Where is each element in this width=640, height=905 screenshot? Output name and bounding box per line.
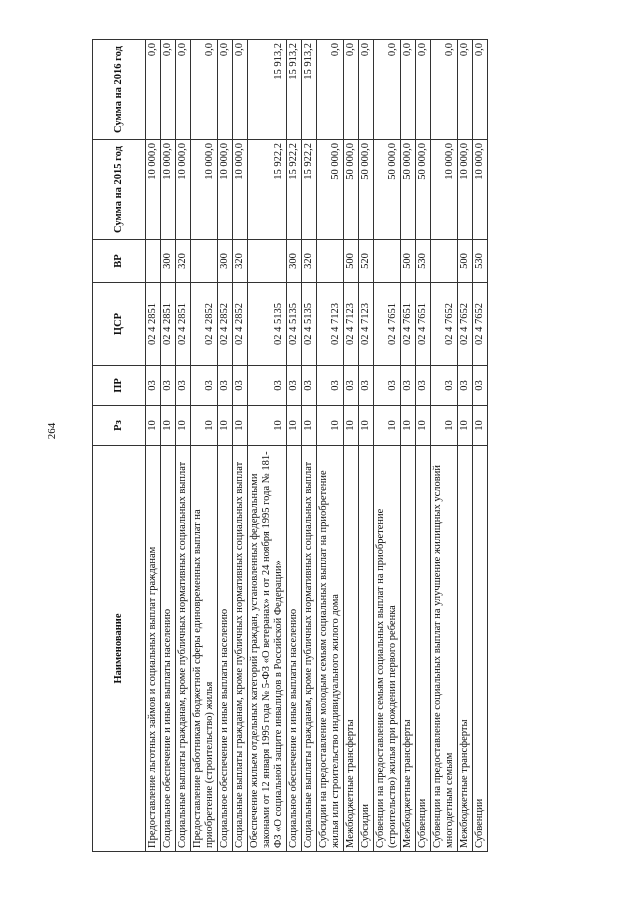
cell-csr: 02 4 2852 [233, 283, 248, 366]
cell-vr: 500 [458, 240, 473, 283]
cell-name: Субвенции [473, 446, 488, 852]
cell-vr: 520 [359, 240, 374, 283]
cell-pr: 03 [317, 366, 344, 406]
cell-vr [146, 240, 161, 283]
cell-s2015: 50 000,0 [359, 140, 374, 240]
cell-s2016: 0,0 [176, 40, 191, 140]
table-body [146, 40, 488, 852]
cell-name: Предоставление работникам бюджетной сферы единовременных выплат на приобретение (строительство) жилья [191, 446, 218, 852]
table-row [248, 40, 287, 852]
header-pr: ПР [93, 366, 146, 406]
cell-pr: 03 [191, 366, 218, 406]
cell-rz: 10 [458, 406, 473, 446]
cell-s2015: 10 000,0 [146, 140, 161, 240]
cell-rz: 10 [473, 406, 488, 446]
cell-s2015: 10 000,0 [191, 140, 218, 240]
cell-s2016: 0,0 [161, 40, 176, 140]
cell-rz: 10 [374, 406, 401, 446]
cell-csr: 02 4 2852 [191, 283, 218, 366]
table-row [317, 40, 344, 852]
cell-vr: 500 [344, 240, 359, 283]
cell-name: Социальные выплаты гражданам, кроме публичных нормативных социальных выплат [302, 446, 317, 852]
cell-pr: 03 [161, 366, 176, 406]
cell-s2016: 0,0 [401, 40, 416, 140]
table-row [218, 40, 233, 852]
cell-name: Субвенции на предоставление семьям социальных выплат на приобретение (строительство) жилья при рождении первого ребенка [374, 446, 401, 852]
cell-s2016: 0,0 [146, 40, 161, 140]
cell-rz: 10 [359, 406, 374, 446]
cell-name: Социальные выплаты гражданам, кроме публичных нормативных социальных выплат [176, 446, 191, 852]
cell-rz: 10 [431, 406, 458, 446]
table-row [359, 40, 374, 852]
cell-csr: 02 4 7651 [401, 283, 416, 366]
cell-name: Социальное обеспечение и иные выплаты населению [161, 446, 176, 852]
table-row [416, 40, 431, 852]
cell-s2015: 15 922,2 [302, 140, 317, 240]
header-rz: Рз [93, 406, 146, 446]
table-row [146, 40, 161, 852]
cell-pr: 03 [287, 366, 302, 406]
cell-vr: 530 [416, 240, 431, 283]
cell-rz: 10 [344, 406, 359, 446]
cell-s2016: 0,0 [317, 40, 344, 140]
cell-csr: 02 4 7652 [473, 283, 488, 366]
table-row [176, 40, 191, 852]
cell-csr: 02 4 5135 [248, 283, 287, 366]
table-row [161, 40, 176, 852]
table-row [233, 40, 248, 852]
cell-s2016: 0,0 [344, 40, 359, 140]
cell-pr: 03 [218, 366, 233, 406]
cell-rz: 10 [317, 406, 344, 446]
cell-name: Социальные выплаты гражданам, кроме публичных нормативных социальных выплат [233, 446, 248, 852]
cell-s2016: 0,0 [374, 40, 401, 140]
cell-s2015: 15 922,2 [248, 140, 287, 240]
cell-s2016: 0,0 [416, 40, 431, 140]
cell-rz: 10 [416, 406, 431, 446]
table-row [473, 40, 488, 852]
header-vr: ВР [93, 240, 146, 283]
cell-csr: 02 4 7123 [344, 283, 359, 366]
table-row [191, 40, 218, 852]
cell-pr: 03 [473, 366, 488, 406]
cell-csr: 02 4 7123 [359, 283, 374, 366]
cell-s2015: 10 000,0 [161, 140, 176, 240]
cell-vr: 320 [176, 240, 191, 283]
cell-csr: 02 4 7652 [458, 283, 473, 366]
header-csr: ЦСР [93, 283, 146, 366]
header-sum-2016: Сумма на 2016 год [93, 40, 146, 140]
cell-s2016: 0,0 [218, 40, 233, 140]
cell-s2015: 50 000,0 [374, 140, 401, 240]
cell-vr [374, 240, 401, 283]
table-row [431, 40, 458, 852]
cell-csr: 02 4 7652 [431, 283, 458, 366]
cell-pr: 03 [176, 366, 191, 406]
table-row [344, 40, 359, 852]
cell-vr: 500 [401, 240, 416, 283]
page-number: 264 [46, 422, 58, 440]
cell-rz: 10 [146, 406, 161, 446]
cell-s2015: 50 000,0 [416, 140, 431, 240]
budget-table [92, 39, 488, 852]
cell-csr: 02 4 5135 [302, 283, 317, 366]
cell-csr: 02 4 7651 [374, 283, 401, 366]
cell-pr: 03 [374, 366, 401, 406]
cell-rz: 10 [218, 406, 233, 446]
cell-s2015: 10 000,0 [218, 140, 233, 240]
table-row [287, 40, 302, 852]
cell-pr: 03 [344, 366, 359, 406]
cell-pr: 03 [233, 366, 248, 406]
cell-s2016: 0,0 [431, 40, 458, 140]
cell-pr: 03 [416, 366, 431, 406]
cell-s2015: 10 000,0 [473, 140, 488, 240]
cell-name: Субсидии [359, 446, 374, 852]
cell-pr: 03 [458, 366, 473, 406]
cell-csr: 02 4 5135 [287, 283, 302, 366]
cell-s2016: 0,0 [458, 40, 473, 140]
table-header-row [93, 40, 146, 852]
cell-name: Межбюджетные трансферты [344, 446, 359, 852]
rotated-page [92, 40, 524, 852]
cell-vr: 320 [233, 240, 248, 283]
cell-vr [191, 240, 218, 283]
cell-s2015: 10 000,0 [431, 140, 458, 240]
cell-s2015: 50 000,0 [401, 140, 416, 240]
cell-pr: 03 [146, 366, 161, 406]
cell-pr: 03 [401, 366, 416, 406]
header-name: Наименование [93, 446, 146, 852]
table-row [458, 40, 473, 852]
cell-s2016: 0,0 [473, 40, 488, 140]
cell-pr: 03 [302, 366, 317, 406]
cell-name: Социальное обеспечение и иные выплаты населению [287, 446, 302, 852]
cell-s2015: 15 922,2 [287, 140, 302, 240]
cell-s2015: 50 000,0 [317, 140, 344, 240]
cell-s2016: 15 913,2 [287, 40, 302, 140]
cell-name: Межбюджетные трансферты [401, 446, 416, 852]
table-row [374, 40, 401, 852]
cell-csr: 02 4 2851 [176, 283, 191, 366]
cell-name: Субвенции [416, 446, 431, 852]
cell-s2016: 15 913,2 [248, 40, 287, 140]
cell-rz: 10 [233, 406, 248, 446]
cell-name: Обеспечение жильем отдельных категорий граждан, установленных федеральными законами от 12 января 1995 года № 5-ФЗ «О ветеранах» и от 24 ноября 1995 года № 181-ФЗ «О социальной защите инвалидов в Российской Федерации» [248, 446, 287, 852]
header-sum-2015: Сумма на 2015 год [93, 140, 146, 240]
cell-s2015: 10 000,0 [458, 140, 473, 240]
cell-pr: 03 [431, 366, 458, 406]
cell-pr: 03 [359, 366, 374, 406]
cell-rz: 10 [191, 406, 218, 446]
cell-name: Межбюджетные трансферты [458, 446, 473, 852]
cell-s2016: 0,0 [359, 40, 374, 140]
cell-vr: 300 [218, 240, 233, 283]
cell-vr: 320 [302, 240, 317, 283]
cell-rz: 10 [161, 406, 176, 446]
cell-csr: 02 4 2852 [218, 283, 233, 366]
cell-vr [317, 240, 344, 283]
cell-name: Субвенции на предоставление социальных выплат на улучшение жилищных условий многодетным семьям [431, 446, 458, 852]
cell-name: Социальное обеспечение и иные выплаты населению [218, 446, 233, 852]
cell-csr: 02 4 2851 [161, 283, 176, 366]
cell-s2015: 10 000,0 [176, 140, 191, 240]
table-row [302, 40, 317, 852]
cell-rz: 10 [248, 406, 287, 446]
cell-csr: 02 4 7123 [317, 283, 344, 366]
cell-s2016: 0,0 [191, 40, 218, 140]
cell-vr [248, 240, 287, 283]
cell-name: Предоставление льготных займов и социальных выплат гражданам [146, 446, 161, 852]
table-row [401, 40, 416, 852]
cell-s2016: 15 913,2 [302, 40, 317, 140]
cell-s2015: 10 000,0 [233, 140, 248, 240]
cell-vr [431, 240, 458, 283]
cell-rz: 10 [287, 406, 302, 446]
cell-name: Субсидии на предоставление молодым семьям социальных выплат на приобретение жилья или строительство индивидуального жилого дома [317, 446, 344, 852]
cell-s2016: 0,0 [233, 40, 248, 140]
cell-vr: 530 [473, 240, 488, 283]
cell-pr: 03 [248, 366, 287, 406]
cell-csr: 02 4 2851 [146, 283, 161, 366]
cell-csr: 02 4 7651 [416, 283, 431, 366]
cell-rz: 10 [302, 406, 317, 446]
cell-vr: 300 [161, 240, 176, 283]
cell-rz: 10 [401, 406, 416, 446]
cell-vr: 300 [287, 240, 302, 283]
cell-s2015: 50 000,0 [344, 140, 359, 240]
cell-rz: 10 [176, 406, 191, 446]
